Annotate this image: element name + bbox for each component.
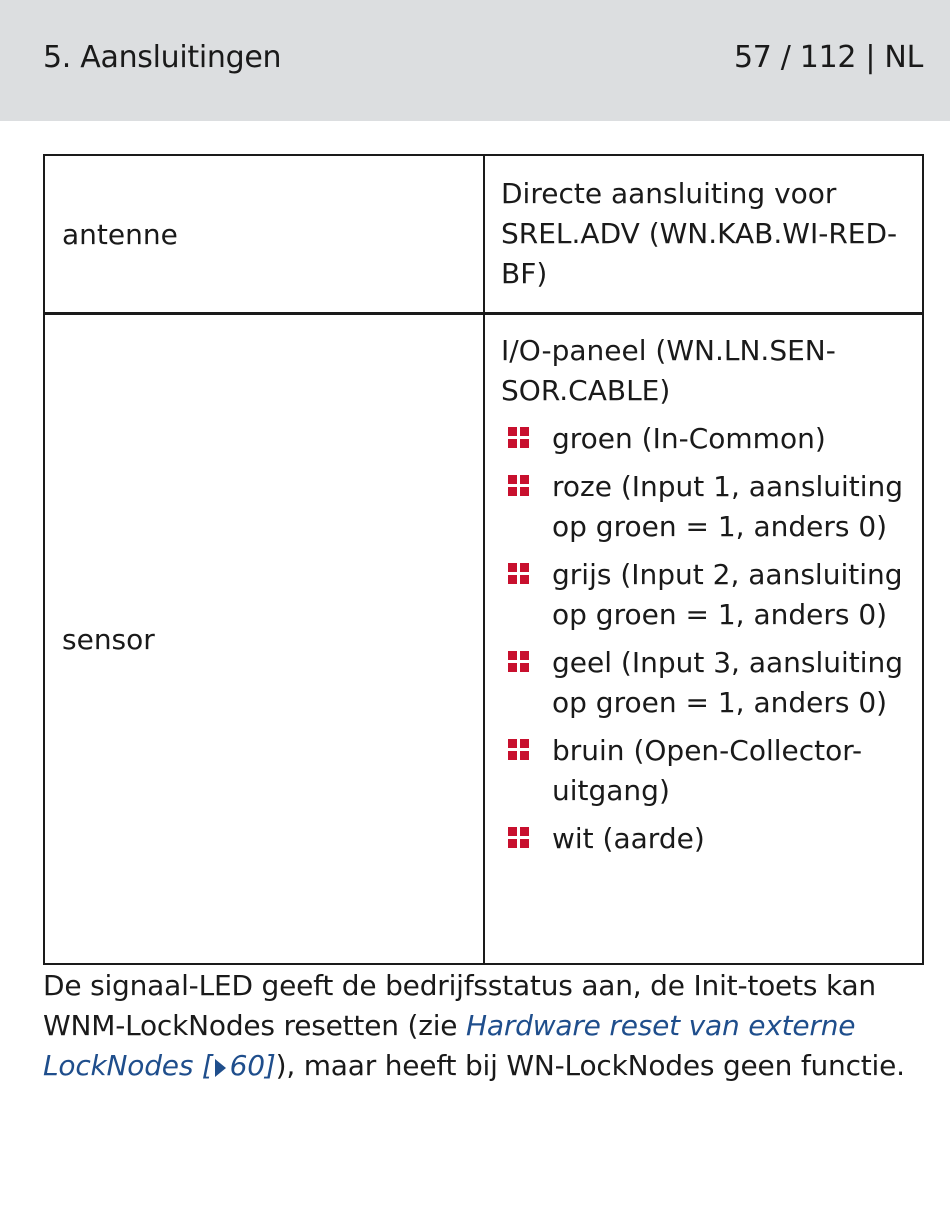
red-square-grid-icon xyxy=(508,827,530,849)
list-item-text: wit (aarde) xyxy=(552,822,705,855)
list-item xyxy=(501,419,912,459)
row-description: Directe aansluiting voor SREL.ADV (WN.KAB.WI-RED-BF) xyxy=(501,177,898,290)
red-square-grid-icon xyxy=(508,475,530,497)
paragraph-text-before: De signaal-LED geeft de bedrijfsstatus aan, de Init-toets kan WNM-LockNodes resetten (zie xyxy=(43,969,876,1042)
list-item xyxy=(501,819,912,859)
list-item-text: geel (Input 3, aansluiting op groen = 1, anders 0) xyxy=(552,646,904,719)
list-item-text: groen (In-Common) xyxy=(552,422,826,455)
red-square-grid-icon xyxy=(508,739,530,761)
red-square-grid-icon xyxy=(508,651,530,673)
sensor-intro: I/O-paneel (WN.LN.SEN-SOR.CABLE) xyxy=(501,334,836,407)
list-item-text: grijs (Input 2, aansluiting op groen = 1, anders 0) xyxy=(552,558,903,631)
page-header xyxy=(0,0,950,121)
link-text: Hardware reset van externe LockNodes [ xyxy=(43,1009,856,1082)
row-label-text: sensor xyxy=(62,622,155,656)
page-number: 57 / 112 | NL xyxy=(733,40,923,75)
section-title: 5. Aansluitingen xyxy=(43,40,282,75)
list-item xyxy=(501,555,912,635)
table-row-antenne xyxy=(45,156,922,315)
body-paragraph xyxy=(43,966,928,1086)
row-label-text: antenne xyxy=(62,217,178,251)
red-square-grid-icon xyxy=(508,427,530,449)
table-row-sensor xyxy=(45,315,922,963)
paragraph-text-after: ), maar heeft bij WN-LockNodes geen functie. xyxy=(275,1049,905,1082)
wire-color-list xyxy=(501,419,912,859)
list-item-text: roze (Input 1, aansluiting op groen = 1, anders 0) xyxy=(552,470,904,543)
list-item xyxy=(501,731,912,811)
list-item-text: bruin (Open-Collector-uitgang) xyxy=(552,734,863,807)
row-label xyxy=(45,156,485,312)
row-description xyxy=(485,315,922,963)
list-item xyxy=(501,467,912,547)
row-label xyxy=(45,315,485,963)
link-page: 60] xyxy=(229,1049,276,1082)
connections-table xyxy=(43,154,924,965)
red-square-grid-icon xyxy=(508,563,530,585)
triangle-right-icon xyxy=(215,1059,226,1077)
list-item xyxy=(501,643,912,723)
